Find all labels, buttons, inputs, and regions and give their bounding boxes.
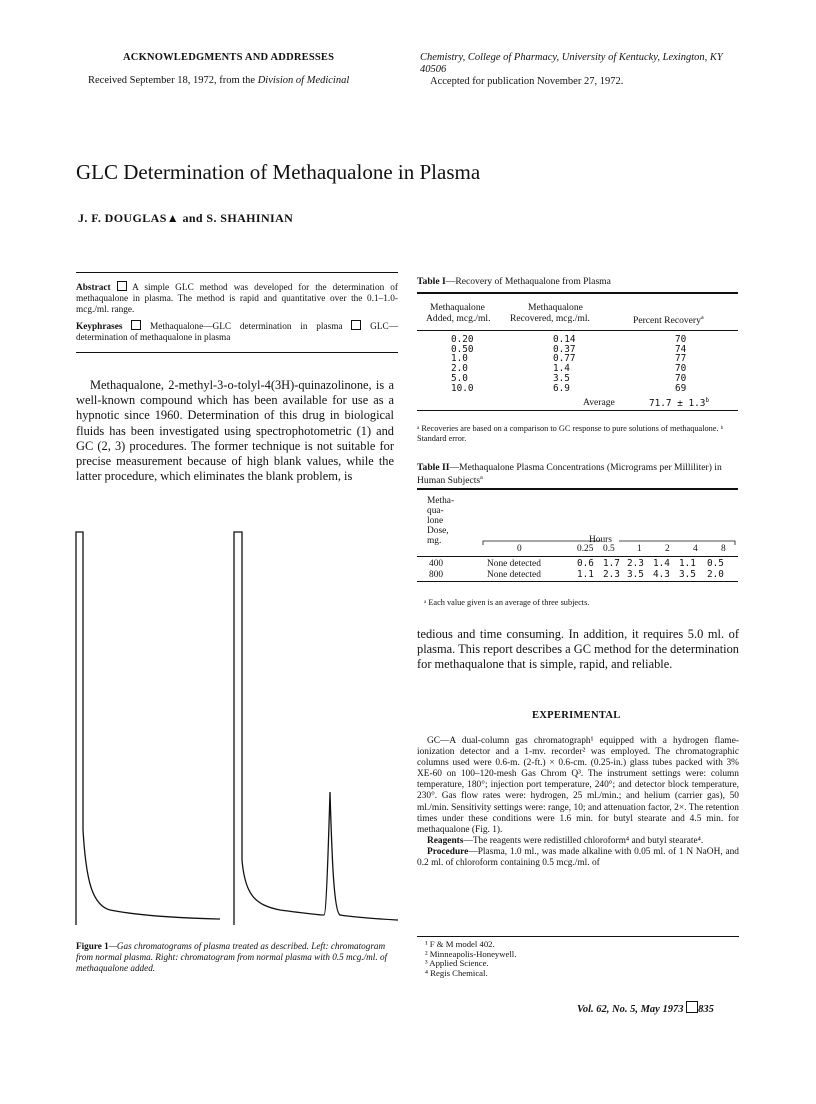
- table2-cell-value: 0.6: [577, 558, 594, 569]
- table1-cell-added: 5.0: [451, 372, 468, 384]
- table2-cell-value: 1.1: [679, 558, 696, 569]
- table1-cell-recovered: 6.9: [553, 382, 570, 394]
- table1-body: [417, 331, 738, 395]
- table2-cell-dose: 800: [429, 569, 444, 580]
- running-header-right: [420, 52, 750, 88]
- table1-cell-recovered: 1.4: [553, 363, 570, 375]
- table2-cell-value: 2.3: [627, 558, 644, 569]
- table1-cell-recovered: 0.37: [553, 343, 576, 355]
- footnote-3: ³ Applied Science.: [425, 958, 489, 969]
- table2-dose-header-line: Dose,: [427, 526, 449, 536]
- table2-footnote: ᵃ Each value given is an average of three subjects.: [424, 598, 590, 607]
- keyphrase-1: Methaqualone—GLC determination in plasma: [150, 322, 343, 332]
- experimental-heading: EXPERIMENTAL: [532, 710, 621, 721]
- author-list: J. F. DOUGLAS▲ and S. SHAHINIAN: [78, 211, 294, 225]
- table2-cell-value: 2.0: [707, 568, 724, 580]
- section-heading: ACKNOWLEDGMENTS AND ADDRESSES: [123, 52, 335, 63]
- table2-cell-value: 2.3: [603, 568, 620, 580]
- table2-hour-header: 4: [693, 544, 698, 554]
- chromatogram-left-trace: [76, 532, 220, 925]
- table2-body: [417, 557, 738, 582]
- table2-hour-header: 0.5: [603, 544, 615, 554]
- figure-caption: Figure 1—Gas chromatograms of plasma treated as described. Left: chromatogram from normal plasma. Right: chromatogram from normal plasma with 0.5 mcg./ml. of methaqualone added.: [76, 941, 388, 973]
- table2-cell-none-detected: None detected: [487, 569, 541, 580]
- intro-paragraph: Methaqualone, 2-methyl-3-o-tolyl-4(3H)-quinazolinone, is a well-known compound which has been available for use as a hypnotic since 1960. Determination of this drug in biological fluids has been investigated using spectrophotometric (1) and GC (2, 3) procedures. The former technique is not suitable for precise measurement because of high blank values, while the latter procedure, which eliminates the blank problem, is: [76, 378, 394, 484]
- abstract-text: A simple GLC method was developed for the determination of methaqualone in plasma. The method is rapid and quantitative over the 0.1–1.0-mcg./ml. range.: [76, 283, 399, 315]
- keyphrase-2: GLC—determination of methaqualone in plasma: [76, 322, 399, 343]
- table1-caption: Table I—Recovery of Methaqualone from Plasma: [417, 276, 611, 287]
- page-folio: Vol. 62, No. 5, May 1973 835: [577, 1001, 714, 1015]
- abstract-label: Abstract: [76, 283, 111, 293]
- table1-average-row: Average 71.7 ± 1.3$^b$: [417, 395, 738, 411]
- table1-header: Methaqualone Added, mcg./ml. Methaqualone Recovered, mcg./ml. Percent Recovery$^a$: [417, 294, 738, 331]
- table2-cell-dose: 400: [429, 559, 444, 569]
- table1-footnote: ᵃ Recoveries are based on a comparison to GC response to pure solutions of methaqualone. ᵇ Standard error.: [417, 424, 724, 443]
- table1-cell-percent: 69: [675, 382, 687, 394]
- continuation-paragraph: tedious and time consuming. In addition, it requires 5.0 ml. of plasma. This report describes a GC method for the determination for methaqualone that is simple, rapid, and reliable.: [417, 627, 739, 672]
- table1-cell-recovered: 0.14: [553, 334, 576, 345]
- abstract-box: [76, 272, 398, 353]
- box-icon: [117, 281, 127, 291]
- paper-title: GLC Determination of Methaqualone in Plasma: [76, 160, 481, 184]
- author-address: Chemistry, College of Pharmacy, University of Kentucky, Lexington, KY 40506: [420, 52, 723, 75]
- table1-cell-added: 10.0: [451, 382, 474, 394]
- table1-cell-added: 0.50: [451, 343, 474, 355]
- footnotes: [425, 940, 516, 978]
- table1-cell-percent: 77: [675, 353, 687, 365]
- procedure-paragraph: Procedure—Plasma, 1.0 ml., was made alkaline with 0.05 ml. of 1 N NaOH, and 0.2 ml. of chloroform containing 0.5 mcg./ml. of: [417, 846, 739, 869]
- chromatogram-right-trace: [234, 532, 398, 925]
- chromatogram-figure: [70, 520, 400, 940]
- table2-cell-value: 1.1: [577, 568, 594, 580]
- table1-cell-added: 1.0: [451, 353, 468, 365]
- table2-dose-header-line: qua-: [427, 506, 444, 516]
- table1-cell-percent: 70: [675, 372, 687, 384]
- table2-cell-value: 0.5: [707, 558, 724, 569]
- table2-dose-header-line: Metha-: [427, 496, 455, 506]
- table2-hour-header: 1: [637, 544, 642, 554]
- table2-cell-value: 1.7: [603, 558, 620, 569]
- table2-dose-header-line: lone: [427, 516, 444, 526]
- running-header-left: [88, 52, 408, 86]
- experimental-section: [417, 736, 739, 869]
- box-icon: [686, 1001, 698, 1013]
- table1-cell-percent: 70: [675, 334, 687, 345]
- box-icon: [131, 320, 141, 330]
- table2-hour-header: 0.25: [577, 544, 594, 554]
- table2-dose-header-line: mg.: [427, 536, 442, 546]
- footnote-1: ¹ F & M model 402.: [425, 939, 495, 949]
- table1-cell-recovered: 0.77: [553, 353, 576, 365]
- table2-hour-header: 8: [721, 544, 726, 554]
- table1: [417, 292, 738, 411]
- table1-cell-percent: 70: [675, 363, 687, 375]
- table2: [417, 488, 738, 582]
- table2-cell-value: 3.5: [627, 568, 644, 580]
- table2-cell-value: 3.5: [679, 568, 696, 580]
- footnote-rule: [417, 936, 739, 937]
- table2-caption: Table II—Methaqualone Plasma Concentrations (Micrograms per Milliliter) in Human Subjects$^a$: [417, 462, 722, 487]
- reagents-paragraph: Reagents—The reagents were redistilled chloroform⁴ and butyl stearate⁴.: [427, 835, 704, 846]
- table2-cell-value: 1.4: [653, 558, 670, 569]
- table2-cell-value: 4.3: [653, 568, 670, 580]
- received-line: Received September 18, 1972, from the Division of Medicinal: [88, 75, 350, 86]
- gc-paragraph: GC—A dual-column gas chromatograph¹ equipped with a hydrogen flame-ionization detector and a 1-mv. recorder² was employed. The chromatographic columns used were 0.6-m. (2-ft.) × 0.6-cm. (0.25-in.) glass tubes packed with 3% XE-60 on 100–120-mesh Gas Chrom Q³. The instrument settings were: column temperature, 180°; injection port temperature, 240°; and detector block temperature, 230°. Gas flow rates were: hydrogen, 25 ml./min.; and helium (carrier gas), 50 ml./min. Sensitivity settings were: range, 10; and attenuation factor, 2×. The retention times under these conditions were 1.6 min. for butyl stearate and 4.5 min. for methaqualone (Fig. 1).: [417, 736, 739, 835]
- footnote-2: ² Minneapolis-Honeywell.: [425, 948, 517, 959]
- table2-header: Metha- qua- lone Dose, mg. Hours 0 0.25 0.5 1 2 4 8: [417, 490, 738, 557]
- page-number: 835: [698, 1004, 714, 1015]
- table1-cell-added: 2.0: [451, 363, 468, 375]
- table1-cell-added: 0.20: [451, 334, 474, 345]
- box-icon: [351, 320, 361, 330]
- accepted-line: Accepted for publication November 27, 1972.: [430, 76, 624, 87]
- table2-hour-header: 2: [665, 544, 670, 554]
- table1-cell-recovered: 3.5: [553, 372, 570, 384]
- table2-cell-none-detected: None detected: [487, 559, 541, 569]
- keyphrases-label: Keyphrases: [76, 322, 123, 332]
- table1-cell-percent: 74: [675, 343, 687, 355]
- table2-hour-header: 0: [517, 544, 522, 554]
- footnote-4: ⁴ Regis Chemical.: [425, 967, 488, 978]
